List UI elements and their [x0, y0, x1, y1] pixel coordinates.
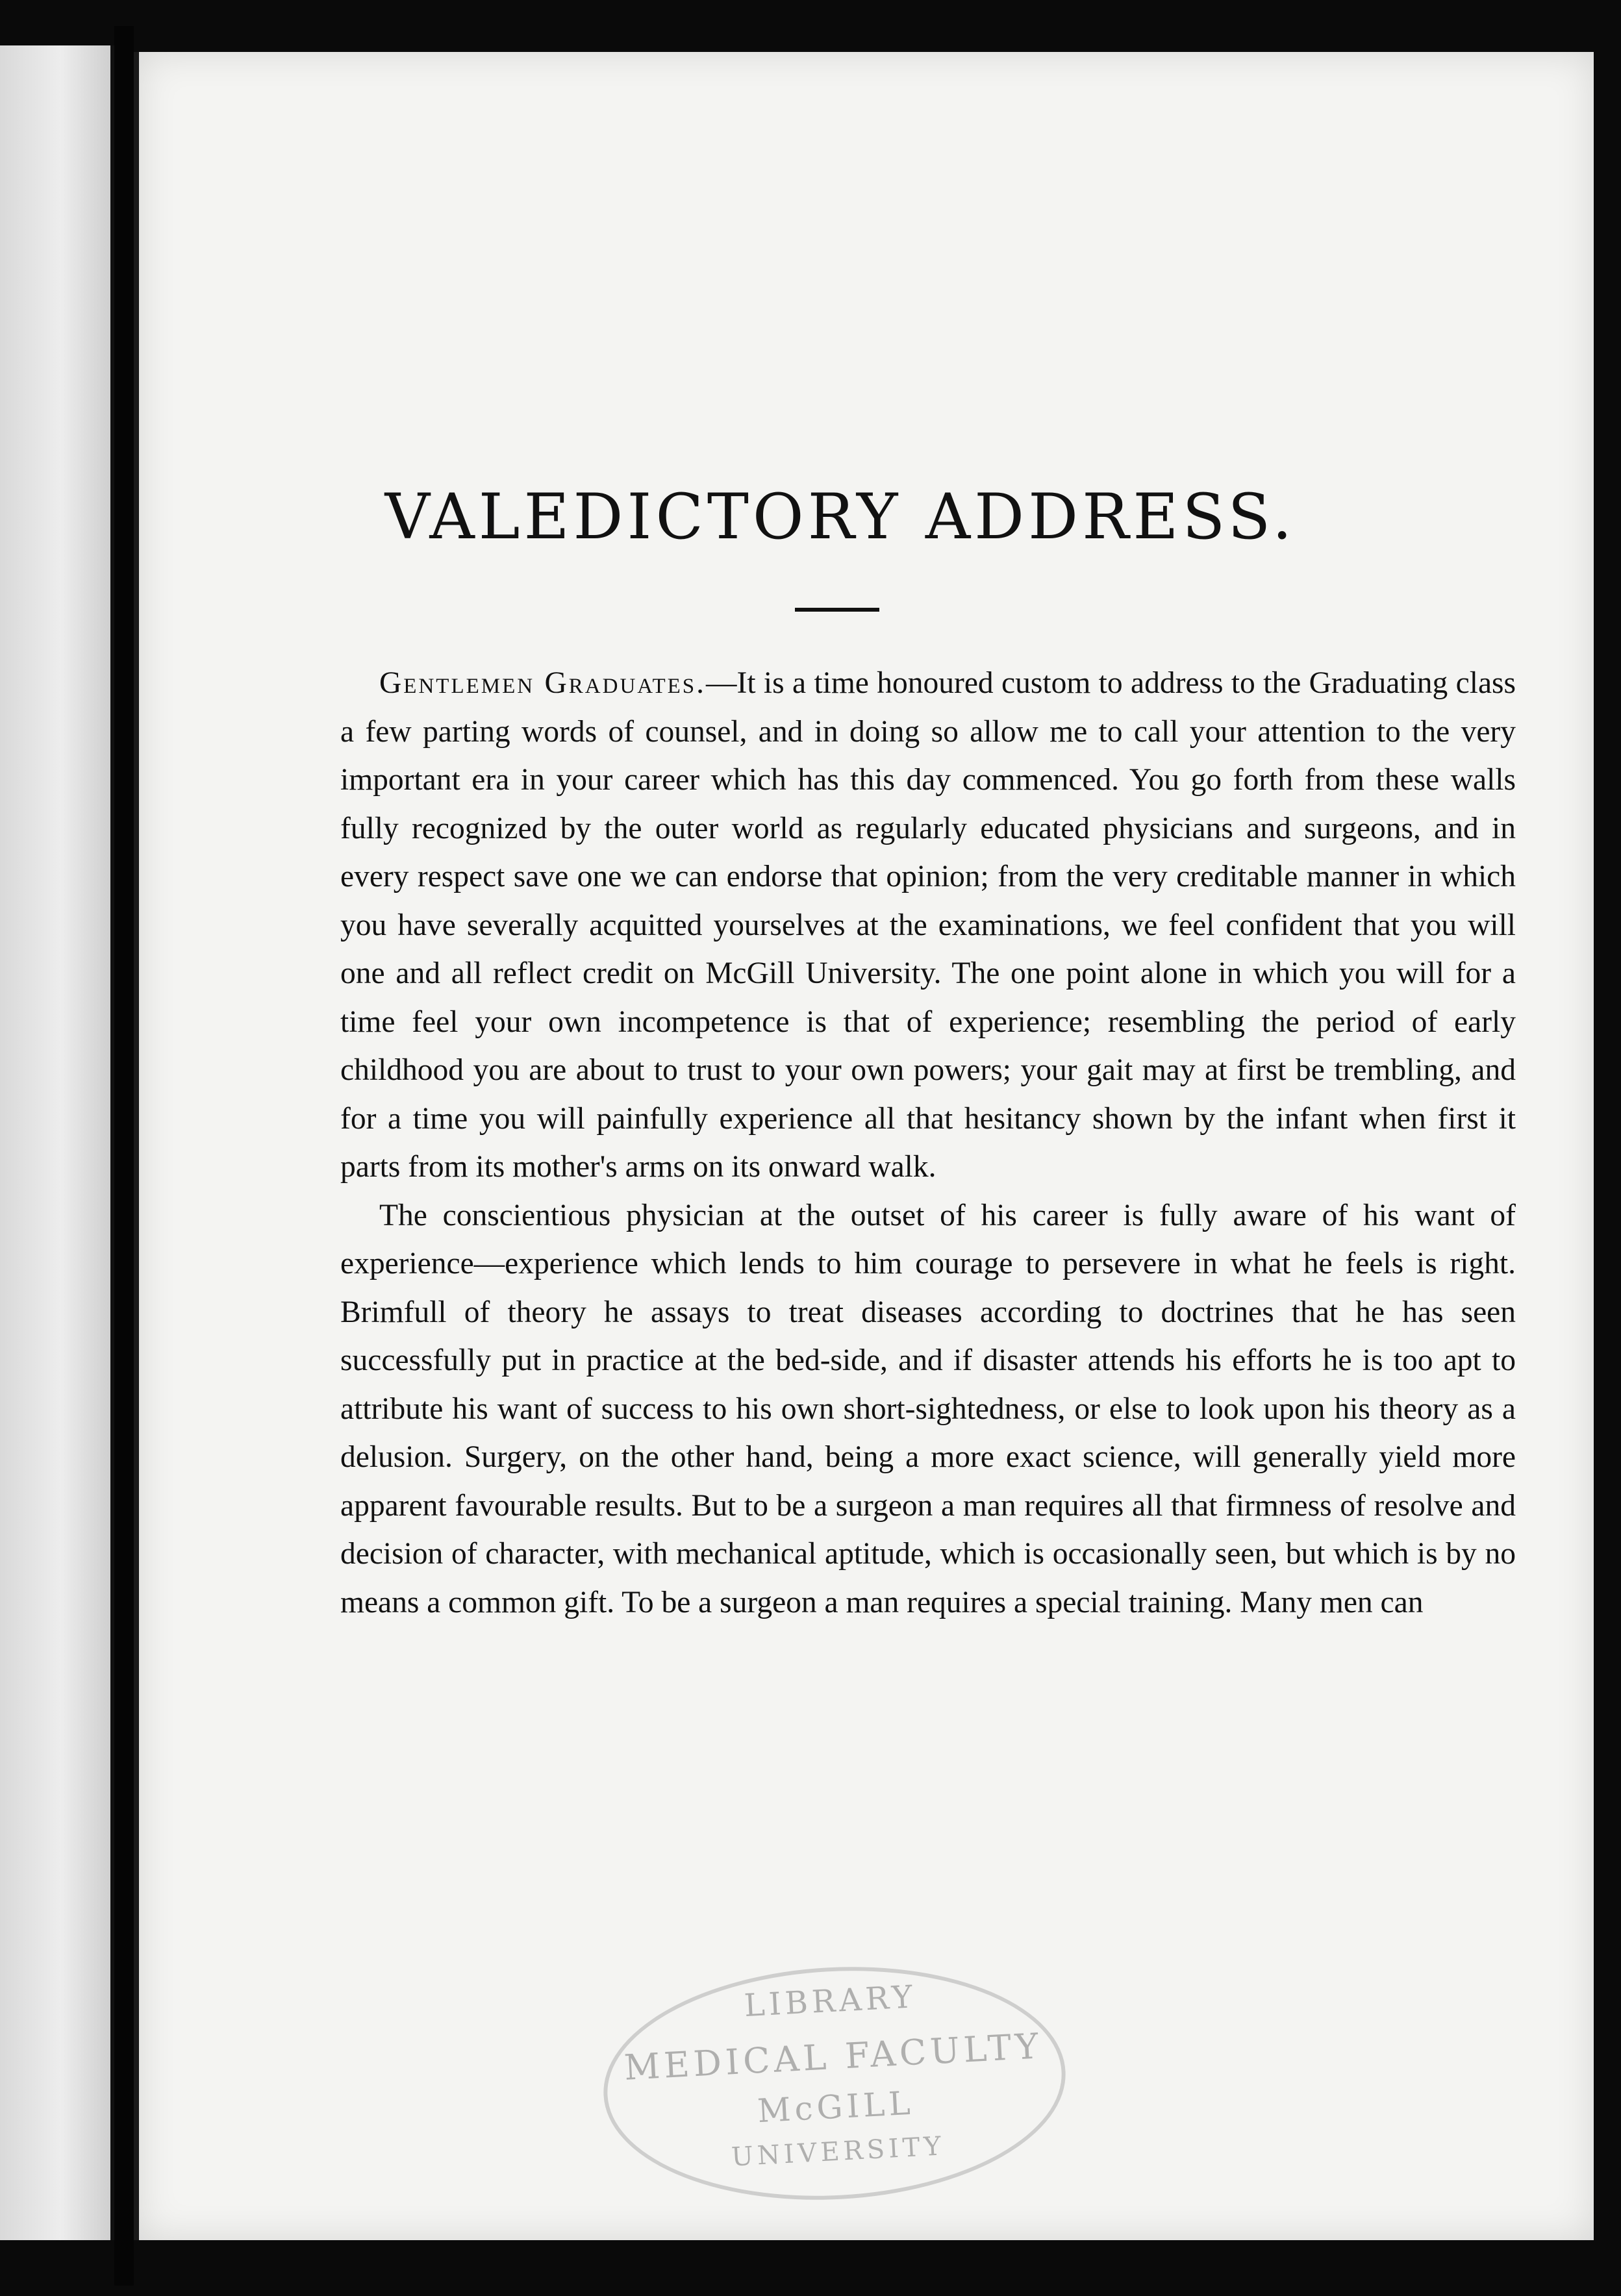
stamp-line: MEDICAL FACULTY [623, 2025, 1044, 2088]
book-gutter [114, 26, 134, 2286]
paragraph-1-text: —It is a time honoured custom to address to the Graduating class a few parting words of counsel, and in doing so allow me to call your attention to the very important era in your career which has this day commenced. You go forth from these walls fully recognized by the outer world as regularly educated physicians and surgeons, and in every respect save one we can endorse that opinion; from the very creditable manner in which you have severally acquitted yourselves at the examinations, we feel confident that you will one and all reflect credit on McGill University. The one point alone in which you will for a time feel your own incompetence is that of experience; resembling the period of early childhood you are about to trust to your own powers; your gait may at first be trembling, and for a time you will painfully experience all that hesitancy shown by the infant when first it parts from its mother's arms on its onward walk. [340, 666, 1516, 1184]
stamp-line: LIBRARY [743, 1978, 918, 2025]
paragraph-1 [340, 659, 1516, 1192]
paragraph-2: The conscientious physician at the outset of his career is fully aware of his want of experience—experience which lends to him courage to persevere in what he feels is right. Brimfull of theory he assays to treat diseases according to doctrines that he has seen successfully put in practice at the bed-side, and if disaster attends his efforts he is too apt to attribute his want of success to his own short-sightedness, or else to look upon his theory as a delusion. Surgery, on the other hand, being a more exact science, will generally yield more apparent favourable results. But to be a surgeon a man requires all that firmness of resolve and decision of character, with mechanical aptitude, which is occasionally seen, but which is by no means a common gift. To be a surgeon a man requires a special training. Many men can [340, 1198, 1516, 1619]
stamp-line: UNIVERSITY [731, 2131, 946, 2173]
body-text [340, 659, 1516, 1627]
library-stamp [597, 1956, 1072, 2212]
stamp-line: McGILL [756, 2084, 915, 2130]
title-rule [795, 608, 879, 612]
page-title: VALEDICTORY ADDRESS. [384, 480, 1296, 553]
page [134, 52, 1594, 2240]
salutation: Gentlemen Graduates. [379, 666, 707, 700]
facing-page-edge [0, 45, 114, 2240]
